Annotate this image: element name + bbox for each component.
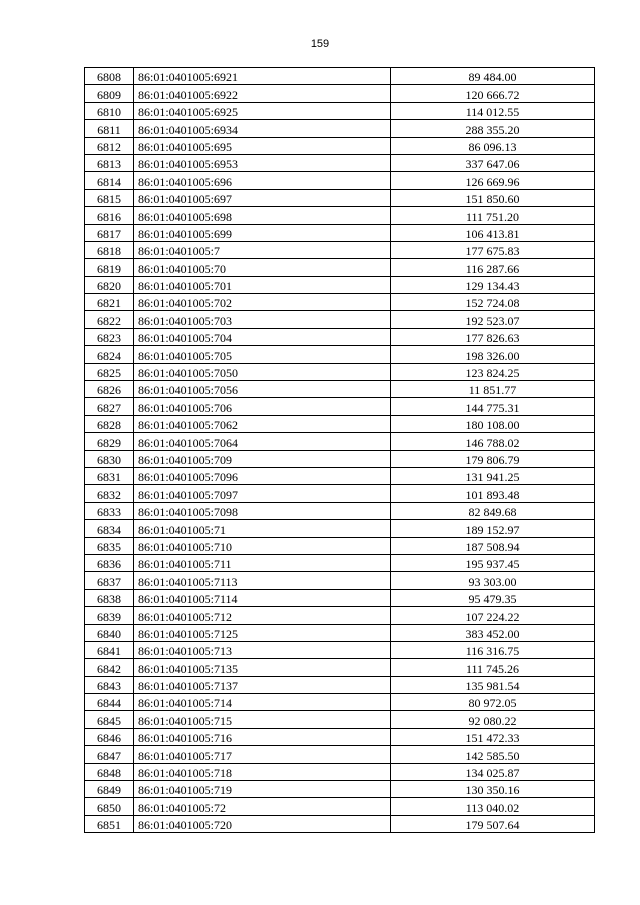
row-number-cell: 6823 [85,328,134,345]
row-number-cell: 6841 [85,641,134,658]
cadastral-number-cell: 86:01:0401005:7056 [134,381,391,398]
row-number-cell: 6838 [85,589,134,606]
table-row [85,102,595,119]
table-row [85,763,595,780]
row-number-cell: 6837 [85,572,134,589]
table-row [85,746,595,763]
cadastral-number-cell: 86:01:0401005:714 [134,694,391,711]
cadastral-value-cell: 95 479.35 [391,589,595,606]
table-row [85,207,595,224]
row-number-cell: 6817 [85,224,134,241]
cadastral-number-cell: 86:01:0401005:7114 [134,589,391,606]
table-row [85,676,595,693]
cadastral-number-cell: 86:01:0401005:698 [134,207,391,224]
table-row [85,328,595,345]
row-number-cell: 6816 [85,207,134,224]
cadastral-number-cell: 86:01:0401005:719 [134,781,391,798]
table-row [85,398,595,415]
cadastral-value-cell: 92 080.22 [391,711,595,728]
table-row [85,311,595,328]
cadastral-number-cell: 86:01:0401005:7064 [134,433,391,450]
table-row [85,363,595,380]
cadastral-value-cell: 120 666.72 [391,85,595,102]
table-row [85,346,595,363]
cadastral-value-cell: 113 040.02 [391,798,595,815]
table-row [85,781,595,798]
table-row [85,520,595,537]
table-row [85,85,595,102]
cadastral-value-cell: 86 096.13 [391,137,595,154]
cadastral-value-cell: 192 523.07 [391,311,595,328]
table-row [85,659,595,676]
cadastral-value-cell: 177 675.83 [391,241,595,258]
table-row [85,241,595,258]
cadastral-value-cell: 80 972.05 [391,694,595,711]
cadastral-value-cell: 195 937.45 [391,554,595,571]
cadastral-number-cell: 86:01:0401005:696 [134,172,391,189]
row-number-cell: 6843 [85,676,134,693]
table-row [85,189,595,206]
cadastral-number-cell: 86:01:0401005:718 [134,763,391,780]
cadastral-number-cell: 86:01:0401005:6953 [134,154,391,171]
cadastral-value-cell: 107 224.22 [391,607,595,624]
cadastral-number-cell: 86:01:0401005:710 [134,537,391,554]
cadastral-number-cell: 86:01:0401005:7 [134,241,391,258]
cadastral-value-cell: 142 585.50 [391,746,595,763]
row-number-cell: 6827 [85,398,134,415]
table-row [85,294,595,311]
cadastral-value-table [84,67,595,833]
cadastral-number-cell: 86:01:0401005:712 [134,607,391,624]
cadastral-value-cell: 146 788.02 [391,433,595,450]
table-row [85,467,595,484]
cadastral-number-cell: 86:01:0401005:717 [134,746,391,763]
row-number-cell: 6809 [85,85,134,102]
cadastral-number-cell: 86:01:0401005:699 [134,224,391,241]
cadastral-value-cell: 135 981.54 [391,676,595,693]
cadastral-value-cell: 151 472.33 [391,728,595,745]
row-number-cell: 6839 [85,607,134,624]
cadastral-number-cell: 86:01:0401005:7135 [134,659,391,676]
row-number-cell: 6835 [85,537,134,554]
cadastral-value-cell: 89 484.00 [391,68,595,85]
cadastral-value-cell: 187 508.94 [391,537,595,554]
table-row [85,694,595,711]
table-row [85,624,595,641]
cadastral-number-cell: 86:01:0401005:697 [134,189,391,206]
cadastral-number-cell: 86:01:0401005:7050 [134,363,391,380]
cadastral-value-cell: 130 350.16 [391,781,595,798]
row-number-cell: 6818 [85,241,134,258]
cadastral-value-cell: 179 507.64 [391,815,595,832]
row-number-cell: 6849 [85,781,134,798]
cadastral-value-cell: 131 941.25 [391,467,595,484]
cadastral-value-cell: 93 303.00 [391,572,595,589]
cadastral-number-cell: 86:01:0401005:7098 [134,502,391,519]
cadastral-number-cell: 86:01:0401005:711 [134,554,391,571]
table-row [85,276,595,293]
table-row [85,485,595,502]
cadastral-number-cell: 86:01:0401005:7096 [134,467,391,484]
cadastral-value-cell: 111 751.20 [391,207,595,224]
table-row [85,381,595,398]
cadastral-value-cell: 180 108.00 [391,415,595,432]
row-number-cell: 6847 [85,746,134,763]
row-number-cell: 6815 [85,189,134,206]
cadastral-number-cell: 86:01:0401005:704 [134,328,391,345]
row-number-cell: 6825 [85,363,134,380]
cadastral-number-cell: 86:01:0401005:7137 [134,676,391,693]
cadastral-number-cell: 86:01:0401005:7113 [134,572,391,589]
cadastral-number-cell: 86:01:0401005:715 [134,711,391,728]
row-number-cell: 6812 [85,137,134,154]
cadastral-value-cell: 144 775.31 [391,398,595,415]
cadastral-value-cell: 11 851.77 [391,381,595,398]
row-number-cell: 6833 [85,502,134,519]
cadastral-number-cell: 86:01:0401005:72 [134,798,391,815]
row-number-cell: 6845 [85,711,134,728]
cadastral-value-cell: 116 316.75 [391,641,595,658]
cadastral-value-cell: 116 287.66 [391,259,595,276]
cadastral-value-cell: 111 745.26 [391,659,595,676]
row-number-cell: 6842 [85,659,134,676]
table-row [85,172,595,189]
cadastral-value-cell: 126 669.96 [391,172,595,189]
cadastral-value-cell: 189 152.97 [391,520,595,537]
page-number: 159 [310,38,330,50]
cadastral-number-cell: 86:01:0401005:720 [134,815,391,832]
table-row [85,537,595,554]
row-number-cell: 6846 [85,728,134,745]
row-number-cell: 6830 [85,450,134,467]
cadastral-number-cell: 86:01:0401005:6922 [134,85,391,102]
cadastral-value-cell: 152 724.08 [391,294,595,311]
row-number-cell: 6821 [85,294,134,311]
cadastral-number-cell: 86:01:0401005:71 [134,520,391,537]
table-row [85,815,595,832]
row-number-cell: 6808 [85,68,134,85]
cadastral-number-cell: 86:01:0401005:6921 [134,68,391,85]
row-number-cell: 6819 [85,259,134,276]
cadastral-number-cell: 86:01:0401005:716 [134,728,391,745]
row-number-cell: 6828 [85,415,134,432]
row-number-cell: 6826 [85,381,134,398]
table-row [85,728,595,745]
cadastral-number-cell: 86:01:0401005:7062 [134,415,391,432]
cadastral-number-cell: 86:01:0401005:713 [134,641,391,658]
table-row [85,554,595,571]
cadastral-number-cell: 86:01:0401005:70 [134,259,391,276]
row-number-cell: 6848 [85,763,134,780]
row-number-cell: 6822 [85,311,134,328]
cadastral-number-cell: 86:01:0401005:706 [134,398,391,415]
cadastral-value-cell: 129 134.43 [391,276,595,293]
table-row [85,572,595,589]
cadastral-number-cell: 86:01:0401005:7097 [134,485,391,502]
cadastral-value-cell: 288 355.20 [391,120,595,137]
row-number-cell: 6836 [85,554,134,571]
row-number-cell: 6829 [85,433,134,450]
table-row [85,415,595,432]
table-row [85,798,595,815]
row-number-cell: 6824 [85,346,134,363]
table-row [85,641,595,658]
cadastral-number-cell: 86:01:0401005:695 [134,137,391,154]
table-row [85,137,595,154]
table-row [85,711,595,728]
cadastral-value-cell: 114 012.55 [391,102,595,119]
cadastral-value-cell: 123 824.25 [391,363,595,380]
cadastral-number-cell: 86:01:0401005:702 [134,294,391,311]
cadastral-number-cell: 86:01:0401005:7125 [134,624,391,641]
row-number-cell: 6813 [85,154,134,171]
row-number-cell: 6850 [85,798,134,815]
table-row [85,607,595,624]
cadastral-value-cell: 134 025.87 [391,763,595,780]
cadastral-number-cell: 86:01:0401005:6934 [134,120,391,137]
row-number-cell: 6831 [85,467,134,484]
table-row [85,68,595,85]
cadastral-number-cell: 86:01:0401005:701 [134,276,391,293]
table-row [85,259,595,276]
cadastral-value-cell: 198 326.00 [391,346,595,363]
table-row [85,154,595,171]
row-number-cell: 6834 [85,520,134,537]
row-number-cell: 6851 [85,815,134,832]
table-row [85,450,595,467]
row-number-cell: 6832 [85,485,134,502]
cadastral-value-cell: 151 850.60 [391,189,595,206]
table-row [85,589,595,606]
table-row [85,502,595,519]
row-number-cell: 6814 [85,172,134,189]
cadastral-number-cell: 86:01:0401005:705 [134,346,391,363]
cadastral-value-cell: 82 849.68 [391,502,595,519]
table-row [85,120,595,137]
table-row [85,433,595,450]
cadastral-value-cell: 179 806.79 [391,450,595,467]
cadastral-value-cell: 106 413.81 [391,224,595,241]
row-number-cell: 6820 [85,276,134,293]
row-number-cell: 6810 [85,102,134,119]
cadastral-value-cell: 383 452.00 [391,624,595,641]
row-number-cell: 6844 [85,694,134,711]
cadastral-value-cell: 337 647.06 [391,154,595,171]
row-number-cell: 6811 [85,120,134,137]
cadastral-number-cell: 86:01:0401005:703 [134,311,391,328]
cadastral-value-cell: 177 826.63 [391,328,595,345]
cadastral-number-cell: 86:01:0401005:709 [134,450,391,467]
cadastral-value-cell: 101 893.48 [391,485,595,502]
cadastral-number-cell: 86:01:0401005:6925 [134,102,391,119]
table-body [85,68,595,833]
table-row [85,224,595,241]
row-number-cell: 6840 [85,624,134,641]
